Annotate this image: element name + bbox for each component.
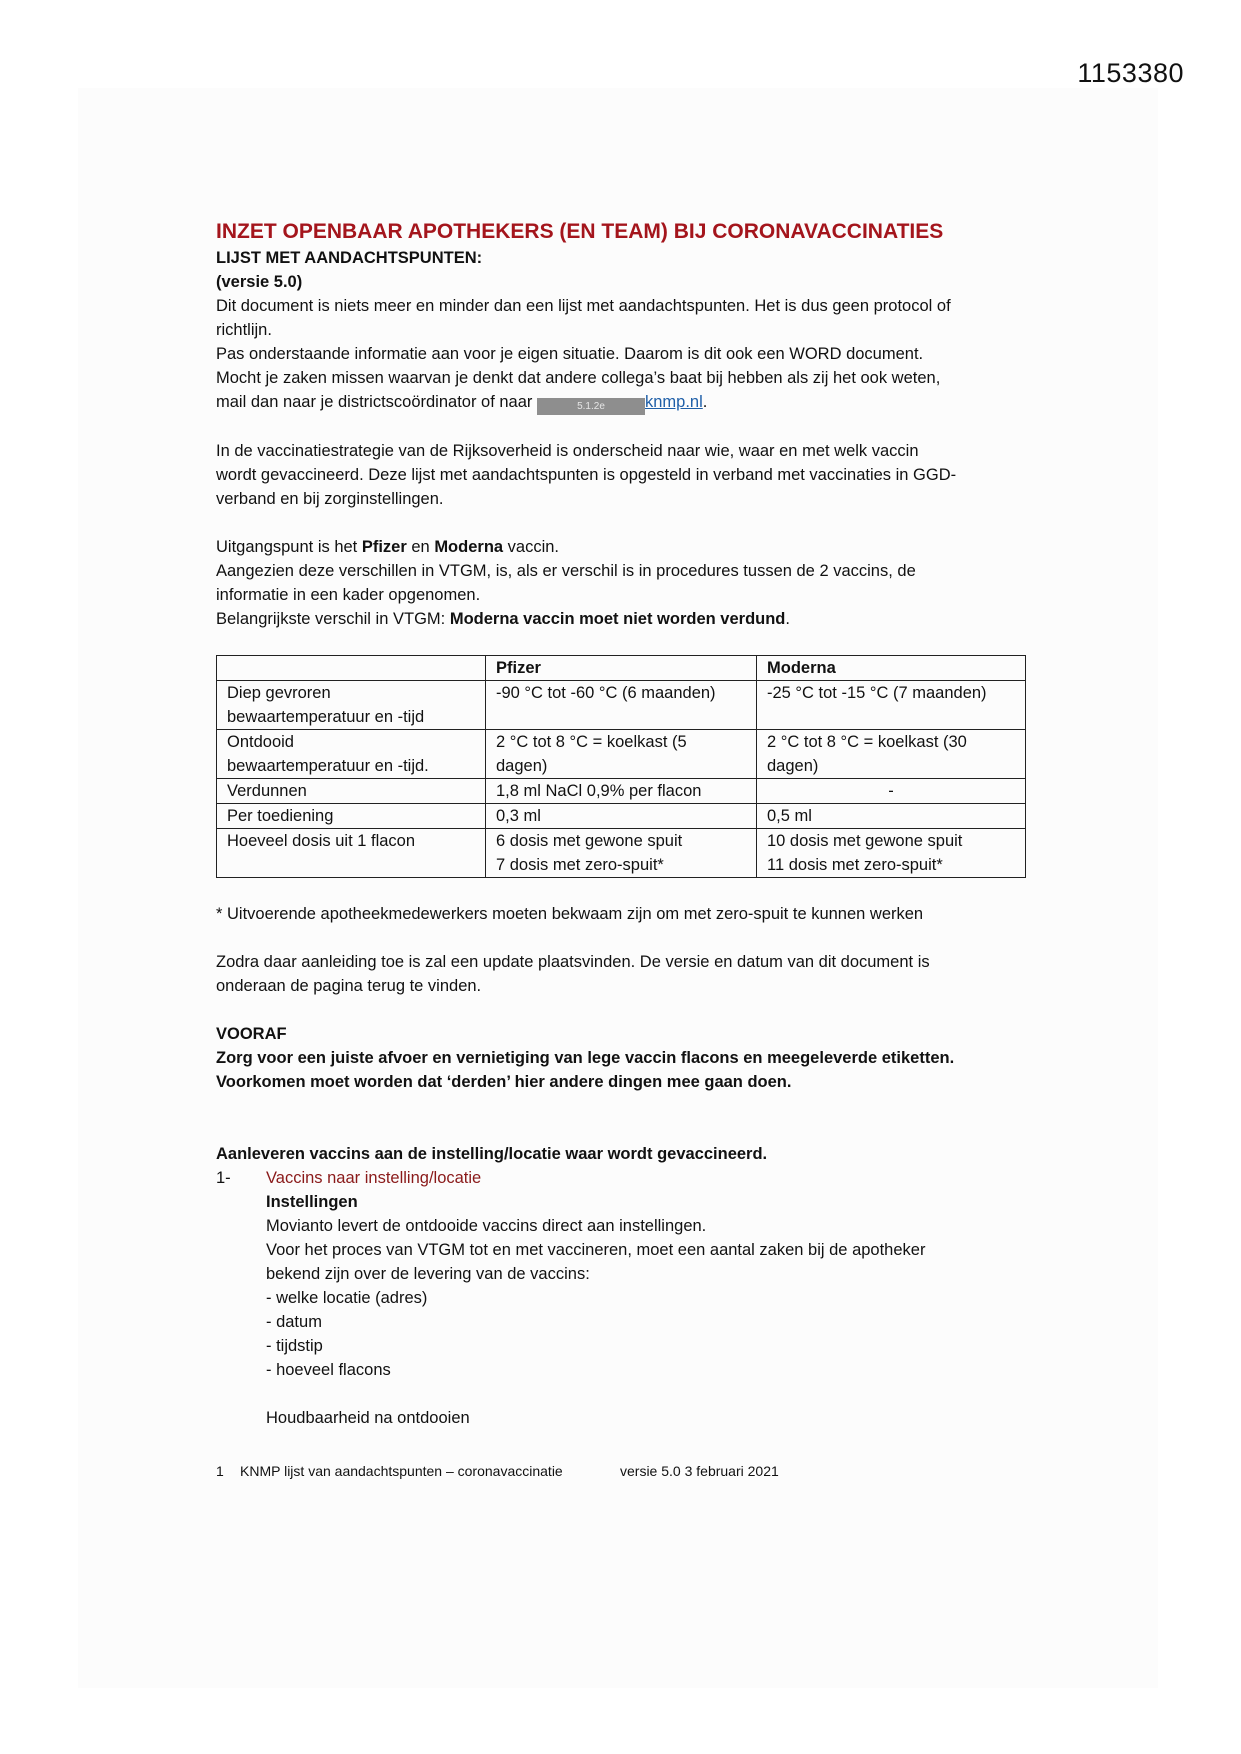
vooraf-line: Zorg voor een juiste afvoer en vernietiging van lege vaccin flacons en meegeleverde etiketten. xyxy=(216,1049,955,1067)
cell-line: Ontdooid xyxy=(227,733,294,751)
cell-line: Per toediening xyxy=(227,807,334,825)
moderna-label: Moderna xyxy=(434,538,504,556)
cell-line: 0,3 ml xyxy=(496,807,541,825)
table-row xyxy=(217,829,1026,878)
document-id: 1153380 xyxy=(1077,58,1184,88)
basis-line: Aangezien deze verschillen in VTGM, is, als er verschil is in procedures tussen de 2 vaccins, de xyxy=(216,562,916,580)
sub-heading: Instellingen xyxy=(266,1193,358,1211)
cell-line: dagen) xyxy=(767,757,819,775)
table-row xyxy=(217,804,1026,829)
table-row xyxy=(217,779,1026,804)
footer-text: KNMP lijst van aandachtspunten – coronavaccinatie xyxy=(240,1463,563,1479)
list-item: - welke locatie (adres) xyxy=(266,1289,428,1307)
table-cell xyxy=(486,681,757,730)
table-cell xyxy=(486,804,757,829)
strategy-line: wordt gevaccineerd. Deze lijst met aandachtspunten is opgesteld in verband met vaccinaties in GGD- xyxy=(216,466,957,484)
item-number: 1- xyxy=(216,1169,231,1187)
intro-line: richtlijn. xyxy=(216,321,272,339)
item-title: Vaccins naar instelling/locatie xyxy=(266,1169,482,1187)
table-cell xyxy=(757,804,1026,829)
page-number: 1 xyxy=(216,1463,224,1479)
footnote: * Uitvoerende apotheekmedewerkers moeten bekwaam zijn om met zero-spuit te kunnen werken xyxy=(216,905,924,923)
basis-line xyxy=(216,607,1026,631)
list-item: - datum xyxy=(266,1313,322,1331)
cell-line: 7 dosis met zero-spuit* xyxy=(496,856,664,874)
cell-line: Hoeveel dosis uit 1 flacon xyxy=(227,832,416,850)
delivery-heading: Aanleveren vaccins aan de instelling/locatie waar wordt gevaccineerd. xyxy=(216,1145,768,1163)
delivery-line: Houdbaarheid na ontdooien xyxy=(266,1409,470,1427)
vooraf-line: Voorkomen moet worden dat ‘derden’ hier andere dingen mee gaan doen. xyxy=(216,1073,792,1091)
vooraf-heading: VOORAF xyxy=(216,1025,287,1043)
delivery-line: Movianto levert de ontdooide vaccins direct aan instellingen. xyxy=(266,1217,707,1235)
table-cell xyxy=(757,681,1026,730)
basis-line xyxy=(216,535,1026,559)
text: vaccin. xyxy=(503,538,560,556)
cell-line: 1,8 ml NaCl 0,9% per flacon xyxy=(496,782,702,800)
table-cell xyxy=(486,730,757,779)
table-cell xyxy=(217,829,486,878)
period: . xyxy=(702,393,708,411)
cell-line: bewaartemperatuur en -tijd. xyxy=(227,757,429,775)
document-subtitle: LIJST MET AANDACHTSPUNTEN: xyxy=(216,249,483,267)
cell-line: -25 °C tot -15 °C (7 maanden) xyxy=(767,684,987,702)
delivery-item xyxy=(216,1166,1026,1190)
table-cell xyxy=(757,730,1026,779)
table-cell xyxy=(757,779,1026,804)
cell-line: 0,5 ml xyxy=(767,807,812,825)
document-title: INZET OPENBAAR APOTHEKERS (EN TEAM) BIJ CORONAVACCINATIES xyxy=(216,220,944,243)
text: . xyxy=(785,610,790,628)
table-cell xyxy=(486,779,757,804)
vaccin-comparison-table xyxy=(216,655,1026,878)
intro-line-contact xyxy=(216,390,1026,415)
cell-line: 2 °C tot 8 °C = koelkast (30 xyxy=(767,733,967,751)
table-cell xyxy=(217,681,486,730)
list-item: - tijdstip xyxy=(266,1337,323,1355)
basis-line: informatie in een kader opgenomen. xyxy=(216,586,481,604)
intro-line: Dit document is niets meer en minder dan een lijst met aandachtspunten. Het is dus geen protocol of xyxy=(216,297,951,315)
strategy-line: In de vaccinatiestrategie van de Rijksoverheid is onderscheid naar wie, waar en met welk vaccin xyxy=(216,442,919,460)
table-header-row xyxy=(217,656,1026,681)
cell-line: -90 °C tot -60 °C (6 maanden) xyxy=(496,684,716,702)
email-link[interactable]: knmp.nl xyxy=(645,393,703,411)
table-header: Moderna xyxy=(757,656,1026,681)
cell-line: Diep gevroren xyxy=(227,684,331,702)
table-cell xyxy=(217,779,486,804)
table-row xyxy=(217,681,1026,730)
list-item: - hoeveel flacons xyxy=(266,1361,391,1379)
intro-line: Pas onderstaande informatie aan voor je eigen situatie. Daarom is dit ook een WORD document. xyxy=(216,345,924,363)
contact-text: mail dan naar je districtscoördinator of naar xyxy=(216,393,537,411)
table-cell xyxy=(217,730,486,779)
table-cell xyxy=(486,829,757,878)
update-line: Zodra daar aanleiding toe is zal een update plaatsvinden. De versie en datum van dit document is xyxy=(216,953,930,971)
text: Belangrijkste verschil in VTGM: xyxy=(216,610,450,628)
cell-line: 2 °C tot 8 °C = koelkast (5 xyxy=(496,733,687,751)
strategy-line: verband en bij zorginstellingen. xyxy=(216,490,444,508)
text: Uitgangspunt is het xyxy=(216,538,362,556)
delivery-details xyxy=(216,1190,1026,1430)
intro-line: Mocht je zaken missen waarvan je denkt dat andere collega’s baat bij hebben als zij het ook weten, xyxy=(216,369,941,387)
table-header xyxy=(217,656,486,681)
document-version: (versie 5.0) xyxy=(216,273,303,291)
delivery-line: Voor het proces van VTGM tot en met vaccineren, moet een aantal zaken bij de apotheker xyxy=(266,1241,926,1259)
page-footer xyxy=(216,1461,779,1481)
update-line: onderaan de pagina terug te vinden. xyxy=(216,977,482,995)
document-body xyxy=(216,218,1026,1430)
pfizer-label: Pfizer xyxy=(361,538,407,556)
table-row xyxy=(217,730,1026,779)
cell-line: bewaartemperatuur en -tijd xyxy=(227,708,425,726)
cell-line: dagen) xyxy=(496,757,548,775)
cell-line: - xyxy=(888,782,894,800)
redaction-box: 5.1.2e xyxy=(537,398,645,415)
footer-version: versie 5.0 3 februari 2021 xyxy=(620,1463,779,1479)
cell-line: 10 dosis met gewone spuit xyxy=(767,832,963,850)
cell-line: 11 dosis met zero-spuit* xyxy=(767,856,943,874)
delivery-line: bekend zijn over de levering van de vaccins: xyxy=(266,1265,590,1283)
cell-line: 6 dosis met gewone spuit xyxy=(496,832,683,850)
cell-line: Verdunnen xyxy=(227,782,307,800)
table-cell xyxy=(217,804,486,829)
table-cell xyxy=(757,829,1026,878)
text: en xyxy=(406,538,435,556)
table-header: Pfizer xyxy=(486,656,757,681)
key-difference: Moderna vaccin moet niet worden verdund xyxy=(449,610,786,628)
